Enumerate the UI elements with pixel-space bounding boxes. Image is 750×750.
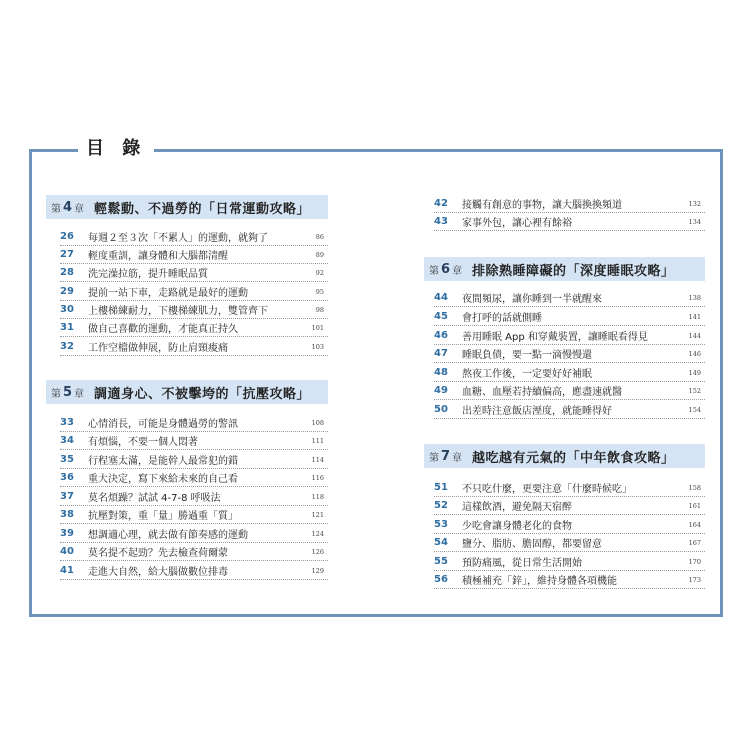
entry-number: 47 — [434, 348, 448, 359]
entry-page: 158 — [688, 483, 701, 492]
chapter-6-header[interactable] — [424, 257, 705, 281]
chapter-title: 排除熟睡障礙的「深度睡眠攻略」 — [472, 263, 675, 279]
entry-page: 154 — [688, 405, 701, 414]
entry-title: 不只吃什麼，更要注意「什麼時候吃」 — [462, 484, 632, 495]
toc-entry[interactable] — [60, 319, 328, 337]
entry-page: 132 — [688, 199, 701, 208]
chapter-suffix: 章 — [74, 388, 85, 400]
entry-page: 146 — [688, 349, 701, 358]
toc-entry[interactable] — [60, 338, 328, 356]
toc-entry[interactable] — [434, 308, 705, 326]
entry-page: 103 — [311, 342, 324, 351]
entry-page: 114 — [311, 455, 324, 464]
entry-number: 32 — [60, 341, 74, 352]
entry-number: 48 — [434, 367, 448, 378]
entry-page: 126 — [311, 547, 324, 556]
entry-title: 每週２至３次「不累人」的運動，就夠了 — [88, 233, 268, 244]
entry-title: 莫名提不起勁？先去檢查荷爾蒙 — [88, 548, 228, 559]
entry-number: 46 — [434, 330, 448, 341]
entry-number: 52 — [434, 500, 448, 511]
chapter-number: 4 — [63, 199, 73, 215]
entry-number: 41 — [60, 565, 74, 576]
entry-page: 108 — [311, 418, 324, 427]
entry-page: 111 — [311, 436, 324, 445]
entry-number: 40 — [60, 546, 74, 557]
entry-title: 行程塞太滿，是能幹人最常犯的錯 — [88, 456, 238, 467]
entry-number: 36 — [60, 472, 74, 483]
toc-entry[interactable] — [60, 451, 328, 469]
toc-entry[interactable] — [60, 432, 328, 450]
entry-page: 124 — [311, 529, 324, 538]
entry-page: 170 — [688, 557, 701, 566]
chapter-prefix: 第 — [429, 452, 439, 464]
entry-title: 鹽分、脂肪、膽固醇，都要留意 — [462, 539, 602, 550]
toc-entry[interactable] — [434, 382, 705, 400]
entry-number: 30 — [60, 304, 74, 315]
entry-page: 173 — [688, 575, 701, 584]
entry-number: 51 — [434, 482, 448, 493]
toc-entry[interactable] — [60, 228, 328, 246]
entry-title: 莫名煩躁？試試 4-7-8 呼吸法 — [88, 493, 221, 504]
entry-title: 抗壓對策，重「量」勝過重「質」 — [88, 511, 238, 522]
entry-page: 152 — [688, 386, 701, 395]
entry-page: 138 — [688, 293, 701, 302]
entry-number: 50 — [434, 404, 448, 415]
entry-page: 98 — [315, 305, 324, 314]
entry-title: 血糖、血壓若持續偏高，應盡速就醫 — [462, 387, 622, 398]
entry-number: 42 — [434, 198, 448, 209]
chapter-number: 7 — [441, 448, 451, 464]
entry-title: 這樣飲酒，避免隔天宿醉 — [462, 502, 572, 513]
entry-title: 上樓梯練耐力，下樓梯練肌力，雙管齊下 — [88, 306, 268, 317]
entry-page: 149 — [688, 368, 701, 377]
entry-page: 116 — [311, 473, 324, 482]
entry-number: 35 — [60, 454, 74, 465]
toc-entry[interactable] — [60, 506, 328, 524]
entry-title: 熬夜工作後，一定要好好補眠 — [462, 369, 592, 380]
toc-entry[interactable] — [60, 525, 328, 543]
entry-page: 167 — [688, 538, 701, 547]
entry-title: 重大決定，寫下來給未來的自己看 — [88, 474, 238, 485]
entry-page: 101 — [311, 323, 324, 332]
toc-entry[interactable] — [60, 488, 328, 506]
entry-title: 少吃會讓身體老化的食物 — [462, 521, 572, 532]
entry-page: 134 — [688, 217, 701, 226]
chapter-prefix: 第 — [51, 388, 61, 400]
entry-page: 92 — [315, 268, 324, 277]
toc-entry[interactable] — [434, 289, 705, 307]
toc-entry[interactable] — [434, 364, 705, 382]
toc-entry[interactable] — [434, 571, 705, 589]
chapter-4-header[interactable] — [46, 195, 328, 219]
toc-entry[interactable] — [434, 479, 705, 497]
entry-title: 睡眠負債，要一點一滴慢慢還 — [462, 350, 592, 361]
entry-title: 想調適心理，就去做有節奏感的運動 — [88, 530, 248, 541]
entry-number: 45 — [434, 311, 448, 322]
chapter-number: 6 — [441, 261, 451, 277]
entry-number: 39 — [60, 528, 74, 539]
entry-page: 164 — [688, 520, 701, 529]
entry-title: 接觸有創意的事物，讓大腦換換頻道 — [462, 200, 622, 211]
entry-number: 38 — [60, 509, 74, 520]
toc-entry[interactable] — [60, 246, 328, 264]
chapter-title: 越吃越有元氣的「中年飲食攻略」 — [472, 450, 675, 466]
entry-page: 89 — [315, 250, 324, 259]
entry-number: 53 — [434, 519, 448, 530]
entry-number: 28 — [60, 267, 74, 278]
toc-entry[interactable] — [434, 534, 705, 552]
entry-page: 86 — [315, 232, 324, 241]
entry-page: 141 — [688, 312, 701, 321]
entry-number: 31 — [60, 322, 74, 333]
toc-entry[interactable] — [434, 327, 705, 345]
entry-title: 做自己喜歡的運動，才能真正持久 — [88, 324, 238, 335]
entry-title: 走進大自然，給大腦做數位排毒 — [88, 567, 228, 578]
toc-entry[interactable] — [60, 414, 328, 432]
toc-entry[interactable] — [434, 516, 705, 534]
toc-entry[interactable] — [434, 195, 705, 213]
entry-number: 33 — [60, 417, 74, 428]
entry-page: 144 — [688, 331, 701, 340]
entry-title: 善用睡眠 App 和穿戴裝置，讓睡眠看得見 — [462, 332, 648, 343]
entry-number: 37 — [60, 491, 74, 502]
entry-number: 55 — [434, 556, 448, 567]
chapter-title: 調適身心、不被擊垮的「抗壓攻略」 — [94, 386, 311, 402]
entry-number: 44 — [434, 292, 448, 303]
toc-entry[interactable] — [434, 553, 705, 571]
toc-entry[interactable] — [60, 562, 328, 580]
entry-number: 56 — [434, 574, 448, 585]
entry-page: 121 — [311, 510, 324, 519]
entry-title: 家事外包，讓心裡有餘裕 — [462, 218, 572, 229]
toc-entry[interactable] — [434, 497, 705, 515]
chapter-7-header[interactable] — [424, 444, 705, 468]
entry-number: 49 — [434, 385, 448, 396]
entry-title: 輕度重訓，讓身體和大腦都清醒 — [88, 251, 228, 262]
toc-entry[interactable] — [60, 301, 328, 319]
entry-number: 27 — [60, 249, 74, 260]
entry-title: 積極補充「鋅」，維持身體各項機能 — [462, 576, 617, 587]
entry-title: 會打呼的話就側睡 — [462, 313, 542, 324]
entry-number: 34 — [60, 435, 74, 446]
toc-entry[interactable] — [60, 264, 328, 282]
entry-number: 26 — [60, 231, 74, 242]
chapter-suffix: 章 — [452, 452, 463, 464]
toc-entry[interactable] — [60, 283, 328, 301]
toc-entry[interactable] — [434, 213, 705, 231]
toc-entry[interactable] — [60, 543, 328, 561]
entry-page: 95 — [315, 287, 324, 296]
entry-title: 夜間頻尿，讓你睡到一半就醒來 — [462, 294, 602, 305]
entry-title: 工作空檔做伸展，防止肩頸痠痛 — [88, 343, 228, 354]
chapter-5-header[interactable] — [46, 380, 328, 404]
chapter-prefix: 第 — [51, 203, 61, 215]
entry-title: 出差時注意飯店溼度，就能睡得好 — [462, 406, 612, 417]
entry-title: 心情消長，可能是身體過勞的警訊 — [88, 419, 238, 430]
entry-number: 54 — [434, 537, 448, 548]
chapter-suffix: 章 — [452, 265, 463, 277]
entry-title: 提前一站下車，走路就是最好的運動 — [88, 288, 248, 299]
chapter-number: 5 — [63, 384, 73, 400]
entry-title: 洗完澡拉筋，提升睡眠品質 — [88, 269, 208, 280]
toc-entry[interactable] — [434, 401, 705, 419]
entry-page: 161 — [688, 501, 701, 510]
entry-page: 118 — [311, 492, 324, 501]
chapter-suffix: 章 — [74, 203, 85, 215]
entry-number: 29 — [60, 286, 74, 297]
entry-page: 129 — [311, 566, 324, 575]
chapter-title: 輕鬆動、不過勞的「日常運動攻略」 — [94, 201, 311, 217]
toc-entry[interactable] — [60, 469, 328, 487]
chapter-prefix: 第 — [429, 265, 439, 277]
entry-number: 43 — [434, 216, 448, 227]
entry-title: 預防痛風，從日常生活開始 — [462, 558, 582, 569]
toc-entry[interactable] — [434, 345, 705, 363]
toc-title: 目 錄 — [78, 137, 154, 161]
entry-title: 有煩惱，不要一個人悶著 — [88, 437, 198, 448]
